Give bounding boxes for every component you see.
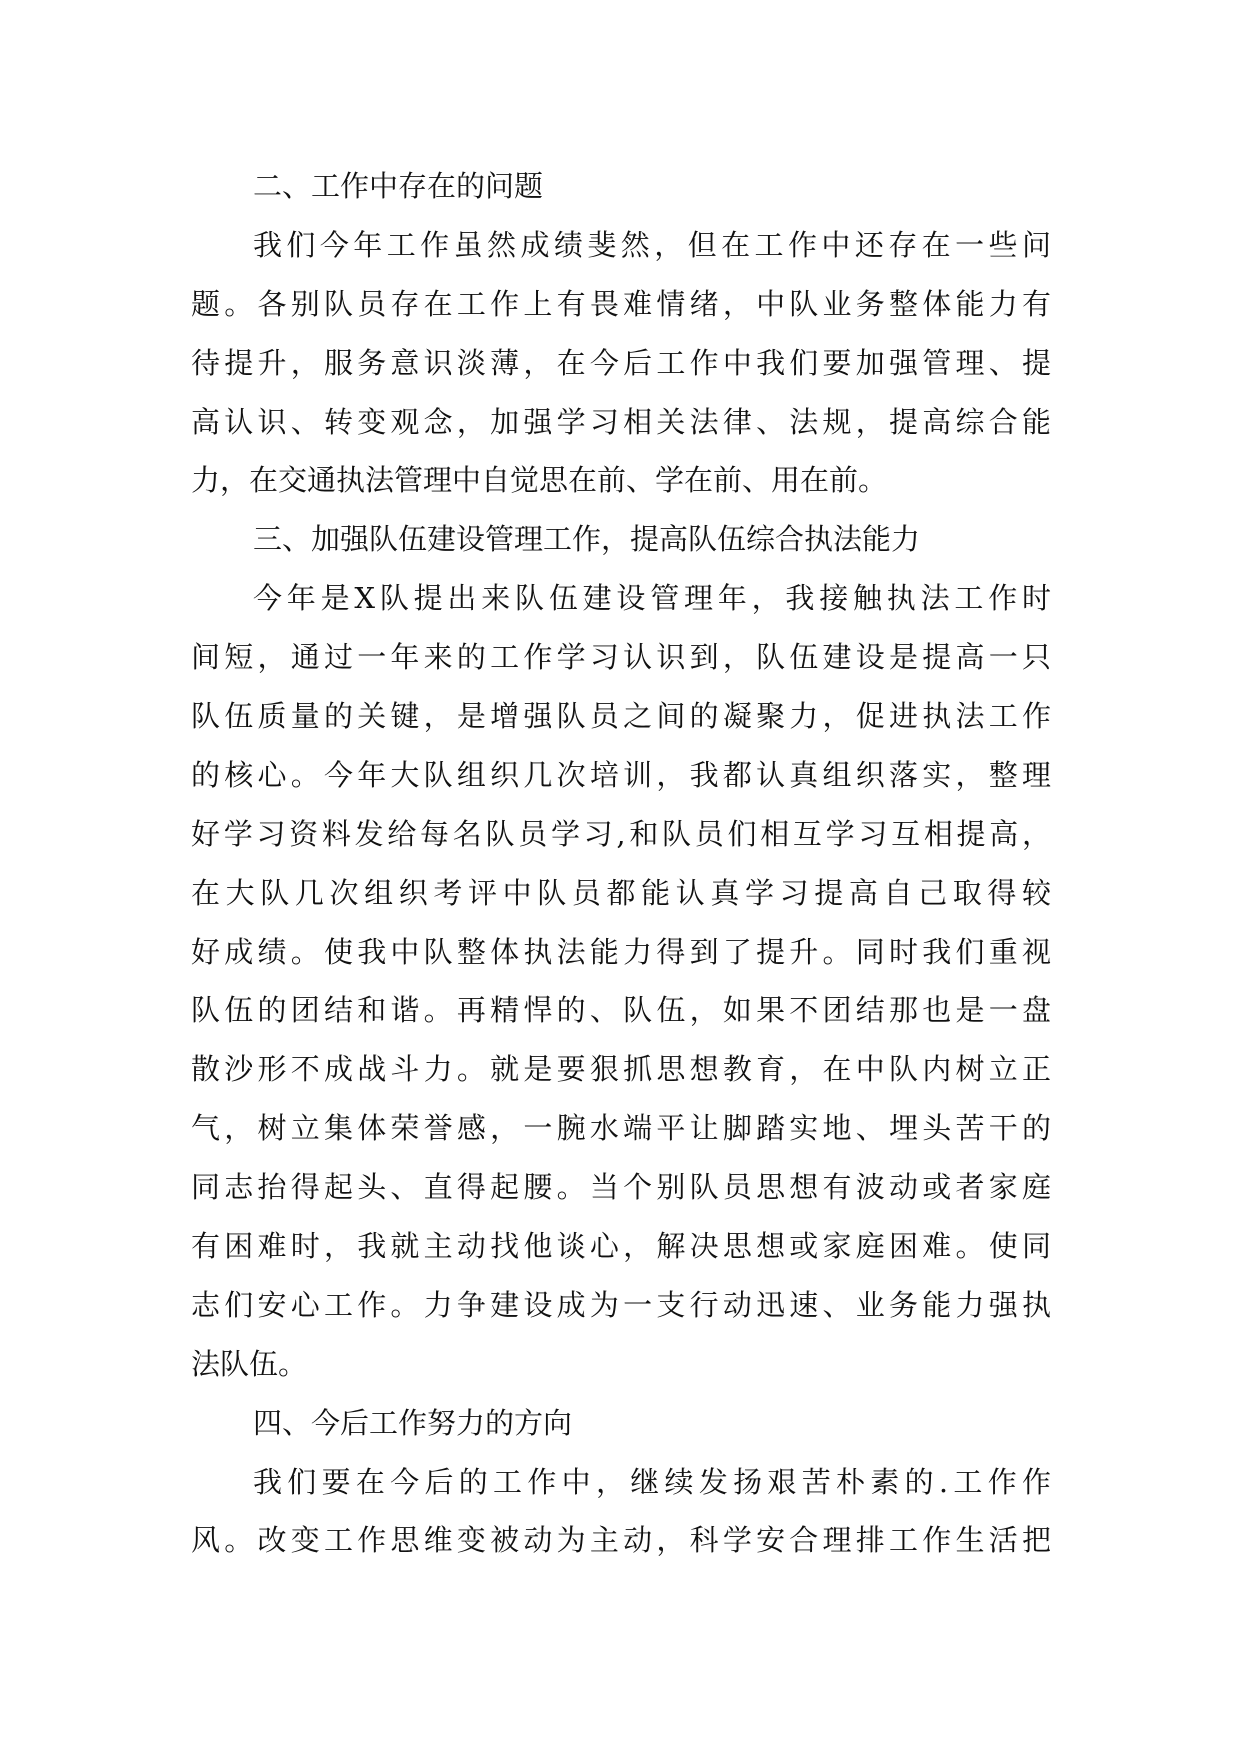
text-line: 风。改变工作思维变被动为主动，科学安合理排工作生活把 xyxy=(191,1523,1051,1558)
text-line: 我们今年工作虽然成绩斐然，但在工作中还存在一些问 xyxy=(253,227,1051,262)
text-line: 在大队几次组织考评中队员都能认真学习提高自己取得较 xyxy=(191,875,1051,910)
text-line: 散沙形不成战斗力。就是要狠抓思想教育，在中队内树立正 xyxy=(191,1052,1051,1087)
text-line: 的核心。今年大队组织几次培训，我都认真组织落实，整理 xyxy=(191,757,1051,792)
text-line: 志们安心工作。力争建设成为一支行动迅速、业务能力强执 xyxy=(191,1287,1051,1322)
document-body xyxy=(191,157,1051,1570)
text-line: 高认识、转变观念，加强学习相关法律、法规，提高综合能 xyxy=(191,404,1051,439)
text-line: 好学习资料发给每名队员学习,和队员们相互学习互相提高， xyxy=(191,816,1051,851)
text-line: 间短，通过一年来的工作学习认识到，队伍建设是提高一只 xyxy=(191,640,1051,675)
text-line: 法队伍。 xyxy=(191,1346,308,1381)
text-line: 队伍的团结和谐。再精悍的、队伍，如果不团结那也是一盘 xyxy=(191,993,1051,1028)
text-line: 题。各别队员存在工作上有畏难情绪，中队业务整体能力有 xyxy=(191,286,1051,321)
text-line: 三、加强队伍建设管理工作，提高队伍综合执法能力 xyxy=(253,522,921,557)
text-line: 气，树立集体荣誉感，一腕水端平让脚踏实地、埋头苦干的 xyxy=(191,1111,1051,1146)
text-line: 有困难时，我就主动找他谈心，解决思想或家庭困难。使同 xyxy=(191,1229,1051,1264)
text-line: 同志抬得起头、直得起腰。当个别队员思想有波动或者家庭 xyxy=(191,1170,1051,1205)
text-line: 二、工作中存在的问题 xyxy=(253,169,544,203)
text-line: 四、今后工作努力的方向 xyxy=(253,1405,573,1440)
text-line: 待提升，服务意识淡薄，在今后工作中我们要加强管理、提 xyxy=(191,345,1051,380)
text-line: 我们要在今后的工作中，继续发扬艰苦朴素的.工作作 xyxy=(253,1464,1051,1499)
text-line: 力，在交通执法管理中自觉思在前、学在前、用在前。 xyxy=(191,463,888,498)
text-line: 好成绩。使我中队整体执法能力得到了提升。同时我们重视 xyxy=(191,934,1051,969)
text-line: 今年是X队提出来队伍建设管理年，我接触执法工作时 xyxy=(253,581,1051,616)
text-line: 队伍质量的关键，是增强队员之间的凝聚力，促进执法工作 xyxy=(191,699,1051,734)
